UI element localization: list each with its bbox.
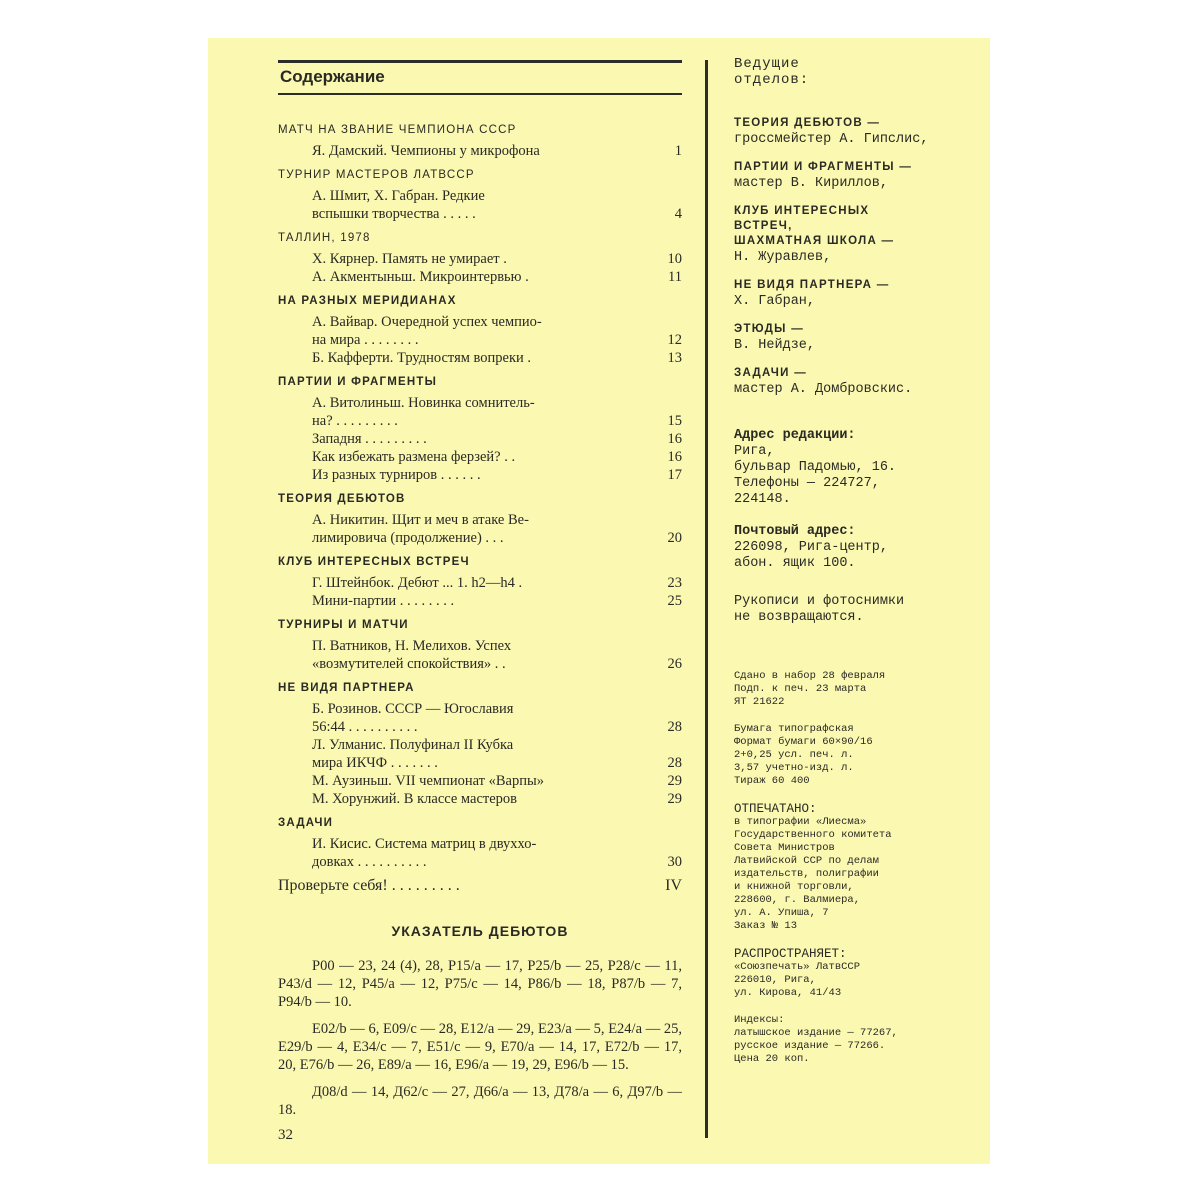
imprint-line: ул. Кирова, 41/43 bbox=[734, 987, 842, 999]
imprint-format bbox=[734, 723, 970, 788]
toc-entry bbox=[278, 574, 682, 592]
column-divider bbox=[705, 60, 708, 1138]
table-of-contents bbox=[278, 121, 682, 871]
toc-entry bbox=[278, 772, 682, 790]
toc-entry bbox=[278, 448, 682, 466]
toc-entry-page: 15 bbox=[667, 413, 682, 429]
toc-entry-page: 29 bbox=[667, 773, 682, 789]
toc-entry bbox=[278, 142, 682, 160]
imprint-line: Латвийской ССР по делам bbox=[734, 855, 879, 867]
imprint-line: Бумага типографская bbox=[734, 723, 854, 735]
toc-section-heading: НА РАЗНЫХ МЕРИДИАНАХ bbox=[278, 295, 457, 307]
editorial-address-lines bbox=[734, 444, 970, 508]
editor-rubric: ЗАДАЧИ — bbox=[734, 367, 807, 379]
editorial-address bbox=[734, 428, 970, 626]
toc-entry bbox=[278, 700, 682, 736]
toc-entry-line: мира ИКЧФ . . . . . . . bbox=[312, 755, 438, 771]
imprint-line: Заказ № 13 bbox=[734, 920, 798, 932]
toc-entry bbox=[278, 394, 682, 430]
imprint-line: Сдано в набор 28 февраля bbox=[734, 670, 886, 682]
toc-entry bbox=[278, 349, 682, 367]
toc-entry-line: Б. Кафферти. Трудностям вопреки . bbox=[312, 350, 532, 366]
imprint-printed-heading: ОТПЕЧАТАНО: bbox=[734, 802, 817, 816]
editor-rubric: ПАРТИИ И ФРАГМЕНТЫ — bbox=[734, 161, 913, 173]
imprint-line: издательств, полиграфии bbox=[734, 868, 879, 880]
postal-address-lines bbox=[734, 540, 970, 572]
editorial-address-line: 224148. bbox=[734, 492, 791, 507]
toc-entry-page: 12 bbox=[667, 332, 682, 348]
toc-entry-page: 13 bbox=[667, 350, 682, 366]
editor-item bbox=[734, 204, 970, 266]
opening-index-paragraph: Д08/d — 14, Д62/c — 27, Д66/a — 13, Д78/a — 6, Д97/b — 18. bbox=[278, 1084, 682, 1118]
toc-entry bbox=[278, 466, 682, 484]
toc-entry-page: 16 bbox=[667, 431, 682, 447]
editors-heading bbox=[734, 56, 970, 88]
toc-entry-line: Х. Кярнер. Память не умирает . bbox=[312, 251, 507, 267]
toc-entry-line: А. Вайвар. Очередной успех чемпио- bbox=[312, 314, 542, 330]
toc-entry-line: М. Хорунжий. В классе мастеров bbox=[312, 791, 517, 807]
imprint-line: Подп. к печ. 23 марта bbox=[734, 683, 867, 695]
toc-entry-page: 26 bbox=[667, 656, 682, 672]
editor-rubric: ШАХМАТНАЯ ШКОЛА — bbox=[734, 235, 895, 247]
editor-item bbox=[734, 278, 970, 310]
toc-section-heading: ТЕОРИЯ ДЕБЮТОВ bbox=[278, 493, 406, 505]
toc-entry bbox=[278, 511, 682, 547]
toc-entry-line: довках . . . . . . . . . . bbox=[312, 854, 427, 870]
toc-entry-line: 56:44 . . . . . . . . . . bbox=[312, 719, 418, 735]
imprint-printed-lines bbox=[734, 816, 970, 933]
toc-entry-line: Г. Штейнбок. Дебют ... 1. h2—h4 . bbox=[312, 575, 523, 591]
toc-entry-page: 29 bbox=[667, 791, 682, 807]
toc-entry-page: 28 bbox=[667, 755, 682, 771]
toc-entry bbox=[278, 187, 682, 223]
editorial-address-heading: Адрес редакции: bbox=[734, 428, 856, 443]
postal-address-heading: Почтовый адрес: bbox=[734, 524, 856, 539]
toc-entry-line: И. Кисис. Система матриц в двуххо- bbox=[312, 836, 537, 852]
editors-heading-line: Ведущие bbox=[734, 56, 800, 72]
toc-entry-line: А. Витолиньш. Новинка сомнитель- bbox=[312, 395, 535, 411]
toc-section-heading: ТАЛЛИН, 1978 bbox=[278, 232, 371, 244]
imprint-line: в типографии «Лиесма» bbox=[734, 816, 867, 828]
toc-entry-page: 17 bbox=[667, 467, 682, 483]
editor-rubric: ЭТЮДЫ — bbox=[734, 323, 805, 335]
toc-entry-page: 28 bbox=[667, 719, 682, 735]
toc-entry bbox=[278, 592, 682, 610]
toc-entry-page: 16 bbox=[667, 449, 682, 465]
imprint-line: русское издание — 77266. bbox=[734, 1040, 886, 1052]
toc-entry-line: М. Аузиньш. VII чемпионат «Варпы» bbox=[312, 773, 544, 789]
imprint-line: Государственного комитета bbox=[734, 829, 892, 841]
imprint-line: Индексы: bbox=[734, 1014, 785, 1026]
manuscripts-note-line: Рукописи и фотоснимки bbox=[734, 594, 905, 609]
manuscripts-note-line: не возвращаются. bbox=[734, 610, 864, 625]
contents-title: Содержание bbox=[278, 60, 682, 95]
editor-item bbox=[734, 366, 970, 398]
editor-item bbox=[734, 160, 970, 192]
editor-rubric: ВСТРЕЧ, bbox=[734, 220, 793, 232]
toc-entry-line: А. Акментыньш. Микроинтервью . bbox=[312, 269, 529, 285]
toc-entry-line: Проверьте себя! . . . . . . . . . bbox=[278, 877, 460, 894]
toc-entry bbox=[278, 313, 682, 349]
toc-entry-page: 20 bbox=[667, 530, 682, 546]
opening-index bbox=[278, 957, 682, 1119]
toc-entry-page: 10 bbox=[667, 251, 682, 267]
toc-entry-line: Мини-партии . . . . . . . . bbox=[312, 593, 455, 609]
imprint-line: Совета Министров bbox=[734, 842, 835, 854]
opening-index-paragraph: Е02/b — 6, Е09/c — 28, Е12/a — 29, Е23/a — 5, Е24/a — 25, Е29/b — 4, Е34/c — 7, Е51/c — 9, Е70/a — 14, 17, Е72/b — 17, 20, Е76/b — 26, Е89/a — 16, Е96/a — 19, 29, Е96/b — 15. bbox=[278, 1021, 682, 1073]
toc-entry-line: лимировича (продолжение) . . . bbox=[312, 530, 504, 546]
toc-entry bbox=[278, 736, 682, 772]
editor-item bbox=[734, 116, 970, 148]
imprint-distributor-heading: РАСПРОСТРАНЯЕТ: bbox=[734, 947, 847, 961]
editor-name: В. Нейдзе, bbox=[734, 338, 816, 353]
toc-entry bbox=[278, 250, 682, 268]
postal-address-line: 226098, Рига-центр, bbox=[734, 540, 888, 555]
editor-name: Х. Габран, bbox=[734, 294, 816, 309]
toc-entry-page: 11 bbox=[668, 269, 682, 285]
editor-item bbox=[734, 322, 970, 354]
toc-section-heading: ЗАДАЧИ bbox=[278, 817, 334, 829]
toc-entry-page: 23 bbox=[667, 575, 682, 591]
toc-entry-page: 4 bbox=[674, 206, 682, 222]
editor-name: гроссмейстер А. Гипслис, bbox=[734, 132, 929, 147]
imprint-production bbox=[734, 670, 970, 709]
toc-section-heading: ТУРНИРЫ И МАТЧИ bbox=[278, 619, 409, 631]
page-number: 32 bbox=[278, 1127, 293, 1143]
toc-section-heading: КЛУБ ИНТЕРЕСНЫХ ВСТРЕЧ bbox=[278, 556, 470, 568]
editor-rubric: КЛУБ ИНТЕРЕСНЫХ bbox=[734, 205, 870, 217]
right-column bbox=[734, 56, 970, 1080]
toc-entry-line: «возмутителей спокойствия» . . bbox=[312, 656, 506, 672]
postal-address-line: абон. ящик 100. bbox=[734, 556, 856, 571]
toc-entry-line: Я. Дамский. Чемпионы у микрофона bbox=[312, 143, 540, 159]
editorial-address-line: бульвар Падомью, 16. bbox=[734, 460, 897, 475]
toc-entry-line: Западня . . . . . . . . . bbox=[312, 431, 427, 447]
toc-entry-line: Л. Улманис. Полуфинал II Кубка bbox=[312, 737, 514, 753]
imprint-line: Формат бумаги 60×90/16 bbox=[734, 736, 873, 748]
toc-entry-page: 1 bbox=[674, 143, 682, 159]
imprint-line: 2+0,25 усл. печ. л. bbox=[734, 749, 854, 761]
toc-entry-line: на? . . . . . . . . . bbox=[312, 413, 398, 429]
imprint-distributor bbox=[734, 947, 970, 1000]
magazine-page bbox=[208, 38, 990, 1164]
toc-entry-line: вспышки творчества . . . . . bbox=[312, 206, 476, 222]
toc-section-heading: ТУРНИР МАСТЕРОВ ЛАТВССР bbox=[278, 169, 475, 181]
imprint-indexes bbox=[734, 1014, 970, 1066]
editorial-address-line: Телефоны — 224727, bbox=[734, 476, 880, 491]
opening-index-title: УКАЗАТЕЛЬ ДЕБЮТОВ bbox=[391, 923, 569, 939]
editor-name: Н. Журавлев, bbox=[734, 250, 832, 265]
toc-entry-line: А. Никитин. Щит и меч в атаке Ве- bbox=[312, 512, 529, 528]
toc-entry bbox=[278, 790, 682, 808]
imprint-distributor-lines bbox=[734, 961, 970, 1000]
toc-entry bbox=[278, 430, 682, 448]
editor-rubric: ТЕОРИЯ ДЕБЮТОВ — bbox=[734, 117, 881, 129]
imprint-line: 228600, г. Валмиера, bbox=[734, 894, 861, 906]
editor-name: мастер А. Домбровскис. bbox=[734, 382, 913, 397]
imprint-line: ЯТ 21622 bbox=[734, 696, 785, 708]
imprint-line: Цена 20 коп. bbox=[734, 1053, 810, 1065]
toc-entry-line: Б. Розинов. СССР — Югославия bbox=[312, 701, 514, 717]
toc-entry-line: А. Шмит, Х. Габран. Редкие bbox=[312, 188, 485, 204]
imprint-line: ул. А. Упиша, 7 bbox=[734, 907, 829, 919]
imprint-line: и книжной торговли, bbox=[734, 881, 854, 893]
imprint-line: Тираж 60 400 bbox=[734, 775, 810, 787]
imprint-line: 226010, Рига, bbox=[734, 974, 816, 986]
toc-entry-page: 30 bbox=[667, 854, 682, 870]
toc-entry-line: на мира . . . . . . . . bbox=[312, 332, 419, 348]
imprint-line: «Союзпечать» ЛатвССР bbox=[734, 961, 861, 973]
editor-name: мастер В. Кириллов, bbox=[734, 176, 888, 191]
editor-rubric: НЕ ВИДЯ ПАРТНЕРА — bbox=[734, 279, 890, 291]
toc-entry-line: Из разных турниров . . . . . . bbox=[312, 467, 481, 483]
toc-entry bbox=[278, 835, 682, 871]
toc-final-entry bbox=[278, 877, 682, 895]
imprint bbox=[734, 670, 970, 1066]
toc-entry bbox=[278, 268, 682, 286]
toc-section-heading: МАТЧ НА ЗВАНИЕ ЧЕМПИОНА СССР bbox=[278, 124, 517, 136]
editorial-address-line: Рига, bbox=[734, 444, 775, 459]
imprint-line: латышское издание — 77267, bbox=[734, 1027, 898, 1039]
imprint-line: 3,57 учетно-изд. л. bbox=[734, 762, 854, 774]
toc-entry-line: Как избежать размена ферзей? . . bbox=[312, 449, 516, 465]
left-column bbox=[278, 60, 682, 1128]
editors-heading-line: отделов: bbox=[734, 72, 810, 88]
editors-list bbox=[734, 116, 970, 398]
toc-entry-line: П. Ватников, Н. Мелихов. Успех bbox=[312, 638, 512, 654]
toc-entry bbox=[278, 637, 682, 673]
imprint-printed bbox=[734, 802, 970, 933]
toc-section-heading: НЕ ВИДЯ ПАРТНЕРА bbox=[278, 682, 415, 694]
toc-entry-page: IV bbox=[665, 877, 682, 894]
toc-entry-page: 25 bbox=[667, 593, 682, 609]
opening-index-paragraph: Р00 — 23, 24 (4), 28, Р15/a — 17, Р25/b — 25, Р28/c — 11, Р43/d — 12, Р45/a — 12, Р75/c — 14, Р86/b — 18, Р87/b — 7, Р94/b — 10. bbox=[278, 958, 682, 1010]
toc-section-heading: ПАРТИИ И ФРАГМЕНТЫ bbox=[278, 376, 438, 388]
manuscripts-note bbox=[734, 594, 970, 626]
